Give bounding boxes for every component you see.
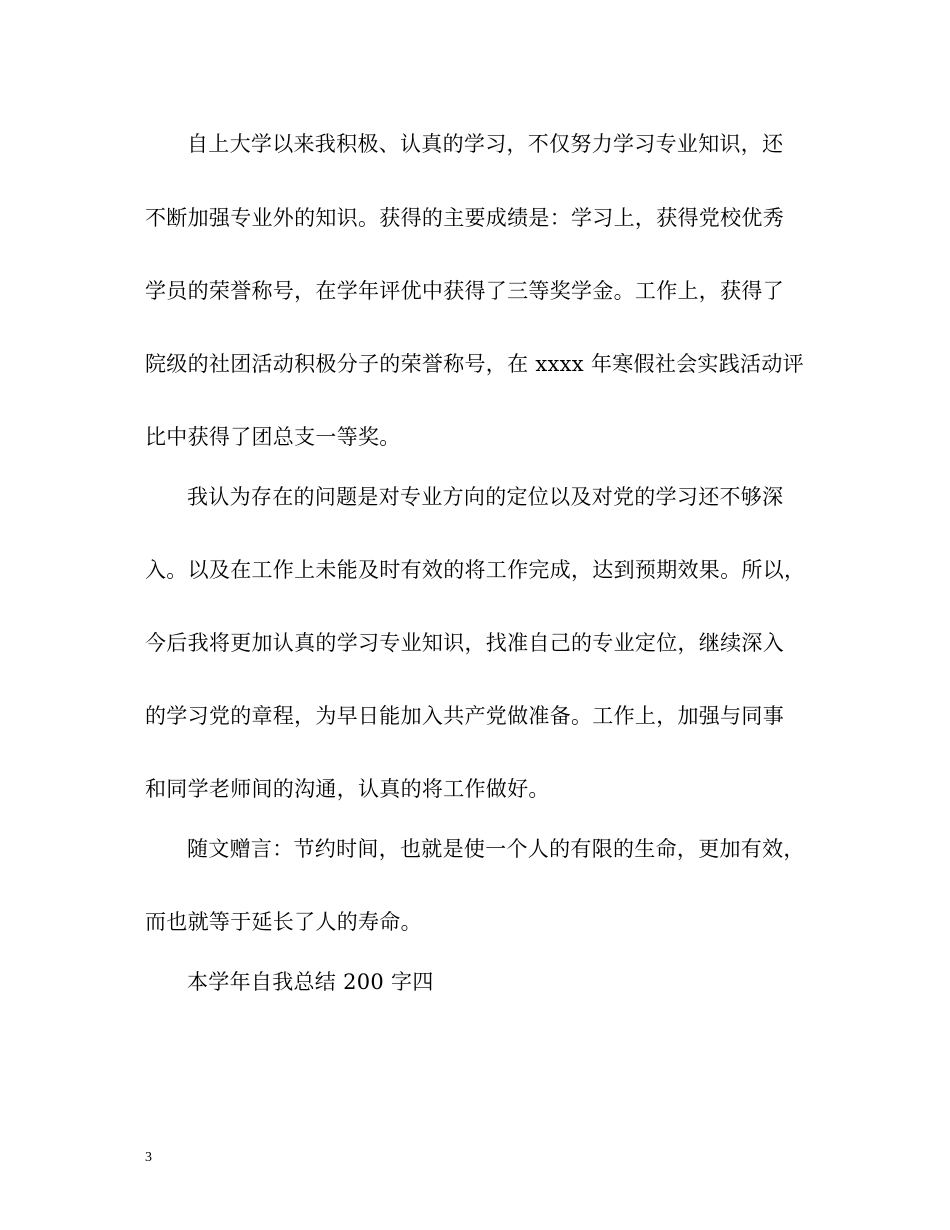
- section-heading: 本学年自我总结 200 字四: [187, 970, 434, 994]
- paragraph-2-line-1: 我认为存在的问题是对专业方向的定位以及对党的学习还不够深: [187, 485, 784, 509]
- paragraph-2-line-5: 和同学老师间的沟通，认真的将工作做好。: [145, 777, 550, 801]
- paragraph-1-line-1: 自上大学以来我积极、认真的学习，不仅努力学习专业知识，还: [187, 132, 784, 156]
- paragraph-2-line-2: 入。以及在工作上未能及时有效的将工作完成，达到预期效果。所以，: [145, 558, 806, 582]
- paragraph-1-line-4: 院级的社团活动积极分子的荣誉称号，在 xxxx 年寒假社会实践活动评: [145, 352, 804, 376]
- paragraph-2-line-3: 今后我将更加认真的学习专业知识，找准自己的专业定位，继续深入: [145, 631, 784, 655]
- paragraph-1-line-2: 不断加强专业外的知识。获得的主要成绩是：学习上，获得党校优秀: [145, 206, 784, 230]
- paragraph-3-line-2: 而也就等于延长了人的寿命。: [145, 910, 422, 934]
- paragraph-1-line-5: 比中获得了团总支一等奖。: [145, 425, 401, 449]
- paragraph-3-line-1: 随文赠言：节约时间，也就是使一个人的有限的生命，更加有效，: [187, 837, 805, 861]
- paragraph-2-line-4: 的学习党的章程，为早日能加入共产党做准备。工作上，加强与同事: [145, 704, 784, 728]
- page-number: 3: [145, 1150, 152, 1165]
- paragraph-1-line-3: 学员的荣誉称号，在学年评优中获得了三等奖学金。工作上，获得了: [145, 279, 784, 303]
